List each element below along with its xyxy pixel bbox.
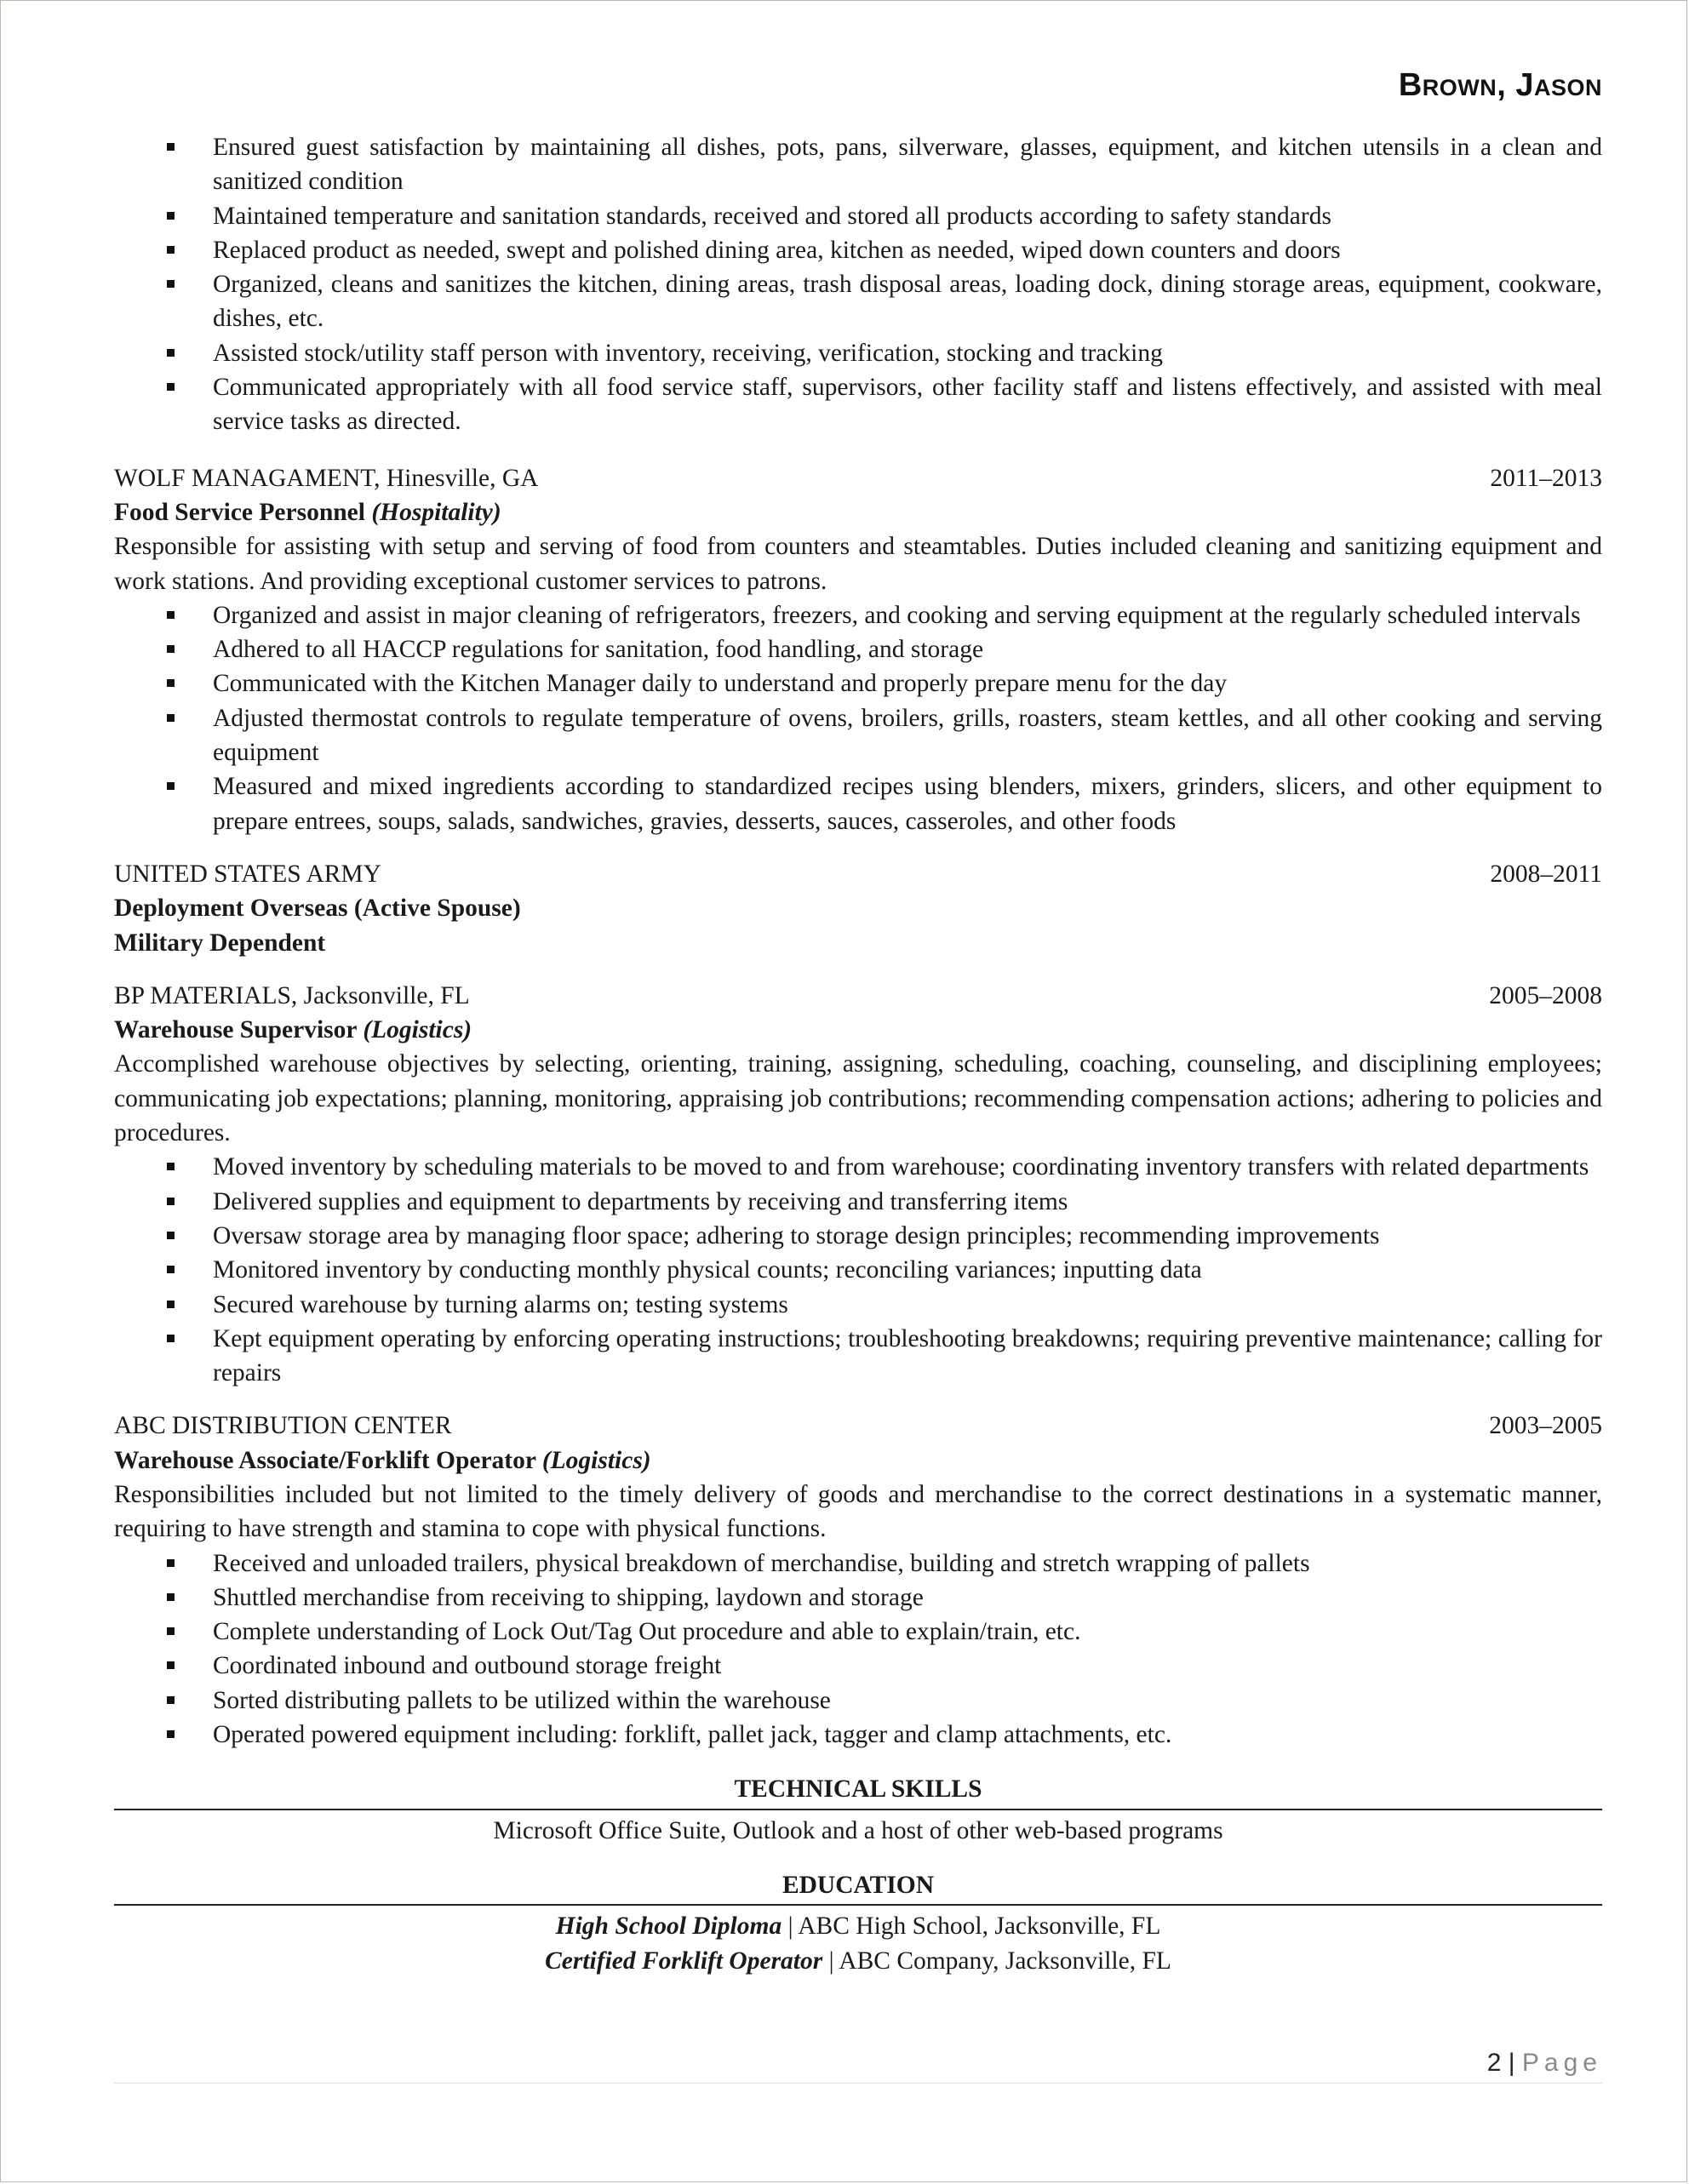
employer: ABC DISTRIBUTION CENTER [114, 1412, 452, 1440]
list-item: Sorted distributing pallets to be utilized within the warehouse [114, 1684, 1602, 1718]
job-header [114, 461, 1602, 495]
job-entry-army [114, 857, 1602, 960]
job-title-line [114, 1444, 1602, 1478]
list-item: Ensured guest satisfaction by maintaining all dishes, pots, pans, silverware, glasses, equipment, and kitchen utensils in a clean and sanitized condition [114, 130, 1602, 199]
list-item: Kept equipment operating by enforcing operating instructions; troubleshooting breakdowns; requiring preventive maintenance; calling for repairs [114, 1322, 1602, 1391]
job-description: Accomplished warehouse objectives by selecting, orienting, training, assigning, scheduling, coaching, counseling, and disciplining employees; communicating job expectations; planning, monitoring, appraising job contributions; recommending compensation actions; adhering to policies and procedures. [114, 1050, 1602, 1147]
job-title-line [114, 495, 1602, 529]
job-entry-abc [114, 1409, 1602, 1752]
employer: UNITED STATES ARMY [114, 860, 381, 888]
skills-heading: TECHNICAL SKILLS [734, 1775, 982, 1804]
list-item: Maintained temperature and sanitation standards, received and stored all products according to safety standards [114, 199, 1602, 233]
job-bullet-list [114, 1547, 1602, 1752]
section-divider [114, 1904, 1602, 1906]
school: ABC High School, Jacksonville, FL [798, 1912, 1161, 1941]
header-name: Brown, Jason [1398, 67, 1602, 103]
job-description: Responsibilities included but not limited to the timely delivery of goods and merchandise to the correct destinations in a systematic manner, requiring to have strength and stamina to cope with physical functions. [114, 1480, 1602, 1543]
job-title: Warehouse Supervisor [114, 1016, 357, 1044]
page-label: Page [1521, 2049, 1602, 2077]
list-item: Complete understanding of Lock Out/Tag Out procedure and able to explain/train, etc. [114, 1615, 1602, 1649]
education-item [114, 1944, 1602, 1978]
list-item: Secured warehouse by turning alarms on; testing systems [114, 1288, 1602, 1322]
page-number [1487, 2049, 1602, 2078]
separator: | [822, 1947, 839, 1975]
list-item: Oversaw storage area by managing floor space; adhering to storage design principles; recommending improvements [114, 1219, 1602, 1253]
job-dates: 2005–2008 [1489, 981, 1602, 1009]
list-item: Organized and assist in major cleaning of refrigerators, freezers, and cooking and serving equipment at the regularly scheduled intervals [114, 598, 1602, 632]
list-item: Communicated appropriately with all food service staff, supervisors, other facility staff and listens effectively, and assisted with meal service tasks as directed. [114, 370, 1602, 439]
list-item: Adhered to all HACCP regulations for sanitation, food handling, and storage [114, 632, 1602, 666]
education-heading: EDUCATION [782, 1871, 935, 1899]
intro-bullet-list [114, 130, 1602, 439]
job-subtitle: Military Dependent [114, 929, 326, 957]
job-category: (Hospitality) [371, 498, 501, 526]
list-item: Monitored inventory by conducting monthly physical counts; reconciling variances; inputting data [114, 1253, 1602, 1287]
job-description: Responsible for assisting with setup and serving of food from counters and steamtables. Duties included cleaning and sanitizing equipment and work stations. And providing exceptional customer services to patrons. [114, 533, 1602, 595]
list-item: Shuttled merchandise from receiving to shipping, laydown and storage [114, 1581, 1602, 1615]
employer: WOLF MANAGAMENT, Hinesville, GA [114, 464, 539, 492]
job-category: (Logistics) [541, 1446, 651, 1474]
job-dates: 2008–2011 [1490, 860, 1602, 888]
resume-body [114, 130, 1602, 1978]
list-item: Coordinated inbound and outbound storage freight [114, 1649, 1602, 1683]
job-title: Deployment Overseas (Active Spouse) [114, 895, 521, 923]
list-item: Assisted stock/utility staff person with inventory, receiving, verification, stocking and tracking [114, 336, 1602, 370]
job-header [114, 1409, 1602, 1443]
job-header [114, 857, 1602, 891]
education-item [114, 1909, 1602, 1943]
list-item: Delivered supplies and equipment to departments by receiving and transferring items [114, 1185, 1602, 1219]
school: ABC Company, Jacksonville, FL [839, 1947, 1171, 1975]
list-item: Operated powered equipment including: forklift, pallet jack, tagger and clamp attachments, etc. [114, 1718, 1602, 1752]
list-item: Moved inventory by scheduling materials to be moved to and from warehouse; coordinating inventory transfers with related departments [114, 1150, 1602, 1184]
credential: High School Diploma [555, 1912, 782, 1941]
job-title-line [114, 1013, 1602, 1047]
job-bullet-list [114, 1150, 1602, 1390]
job-dates: 2011–2013 [1490, 464, 1602, 492]
page-number-value: 2 [1486, 2049, 1502, 2077]
separator: | [782, 1912, 799, 1941]
credential: Certified Forklift Operator [545, 1947, 823, 1975]
job-bullet-list [114, 598, 1602, 838]
list-item: Organized, cleans and sanitizes the kitchen, dining areas, trash disposal areas, loading dock, dining storage areas, equipment, cookware, dishes, etc. [114, 267, 1602, 336]
job-title: Food Service Personnel [114, 498, 365, 526]
footer-divider [114, 2083, 1602, 2084]
list-item: Received and unloaded trailers, physical breakdown of merchandise, building and stretch wrapping of pallets [114, 1547, 1602, 1581]
employer: BP MATERIALS, Jacksonville, FL [114, 981, 470, 1009]
job-entry-wolf [114, 461, 1602, 838]
section-divider [114, 1809, 1602, 1810]
job-header [114, 979, 1602, 1013]
page-separator: | [1501, 2049, 1522, 2077]
list-item: Measured and mixed ingredients according to standardized recipes using blenders, mixers, grinders, slicers, and other equipment to prepare entrees, soups, salads, sandwiches, gravies, desserts, sauces, casseroles, and other foods [114, 769, 1602, 838]
job-dates: 2003–2005 [1489, 1412, 1602, 1440]
list-item: Communicated with the Kitchen Manager daily to understand and properly prepare menu for the day [114, 666, 1602, 700]
job-entry-bp [114, 979, 1602, 1391]
job-category: (Logistics) [363, 1016, 472, 1044]
list-item: Replaced product as needed, swept and polished dining area, kitchen as needed, wiped down counters and doors [114, 233, 1602, 267]
list-item: Adjusted thermostat controls to regulate temperature of ovens, broilers, grills, roasters, steam kettles, and all other cooking and serving equipment [114, 701, 1602, 770]
job-title: Warehouse Associate/Forklift Operator [114, 1446, 536, 1474]
skills-text: Microsoft Office Suite, Outlook and a host of other web-based programs [493, 1816, 1223, 1844]
